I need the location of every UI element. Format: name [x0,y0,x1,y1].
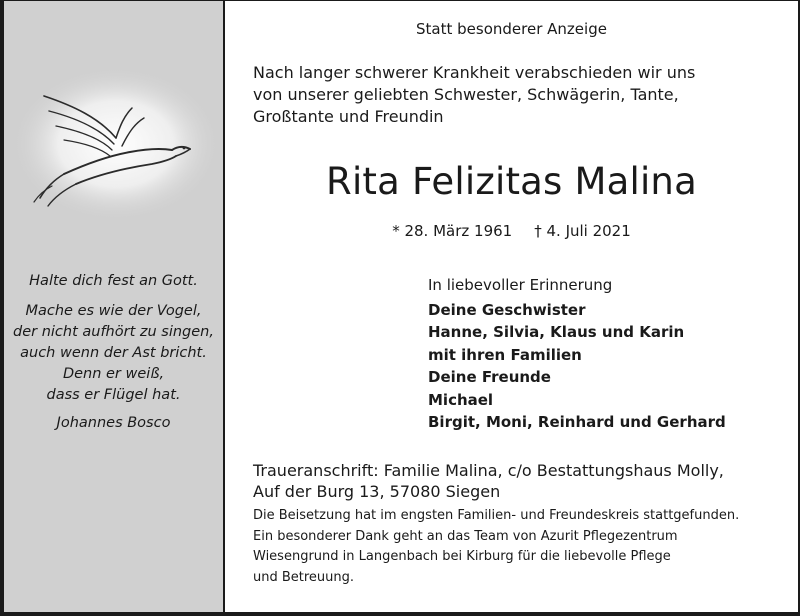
mourner-line: mit ihren Familien [428,345,582,364]
address-line: Traueranschrift: Familie Malina, c/o Bestattungshaus Molly, [253,461,724,480]
quote-first-line: Halte dich fest an Gott. [29,273,198,289]
announcement-header: Statt besonderer Anzeige [416,20,607,38]
address-line: Auf der Burg 13, 57080 Siegen [253,482,501,501]
birth-date: * 28. März 1961 [392,222,513,240]
obituary-main [225,0,798,612]
note-line: Wiesengrund in Langenbach bei Kirburg für die liebevolle Pflege [253,549,671,564]
note-line: Die Beisetzung hat im engsten Familien- und Freundeskreis stattgefunden. [253,508,740,523]
dove-icon [4,56,223,231]
intro-line: von unserer geliebten Schwester, Schwägerin, Tante, [253,85,679,104]
note-line: Ein besonderer Dank geht an das Team von Azurit Pflegezentrum [253,528,678,544]
mourner-line: Deine Geschwister [428,300,586,319]
mourner-line: Birgit, Moni, Reinhard und Gerhard [428,413,726,431]
quote-line: dass er Flügel hat. [46,387,181,403]
quote-verse [4,301,223,406]
quote-line: auch wenn der Ast bricht. [20,345,207,361]
mourner-line: Michael [428,390,494,409]
quote-line: Denn er weiß, [62,366,165,382]
mourner-line: Hanne, Silvia, Klaus und Karin [428,323,685,341]
intro-line: Großtante und Freundin [253,107,444,126]
mourners-block [428,274,726,434]
quote-line: der nicht aufhört zu singen, [13,324,214,340]
note-line: und Betreuung. [253,569,355,585]
intro-text [253,62,695,128]
mourner-line: Deine Freunde [428,368,551,386]
quote-author: Johannes Bosco [56,415,171,431]
remembrance-line: In liebevoller Erinnerung [428,276,613,294]
sidebar [4,1,225,612]
intro-line: Nach langer schwerer Krankheit verabschieden wir uns [253,63,696,82]
quote-line: Mache es wie der Vogel, [25,303,202,319]
life-dates [225,222,798,240]
mourning-address [253,460,724,502]
death-date: † 4. Juli 2021 [534,222,631,240]
closing-notes [253,506,739,588]
deceased-name: Rita Felizitas Malina [326,160,697,203]
